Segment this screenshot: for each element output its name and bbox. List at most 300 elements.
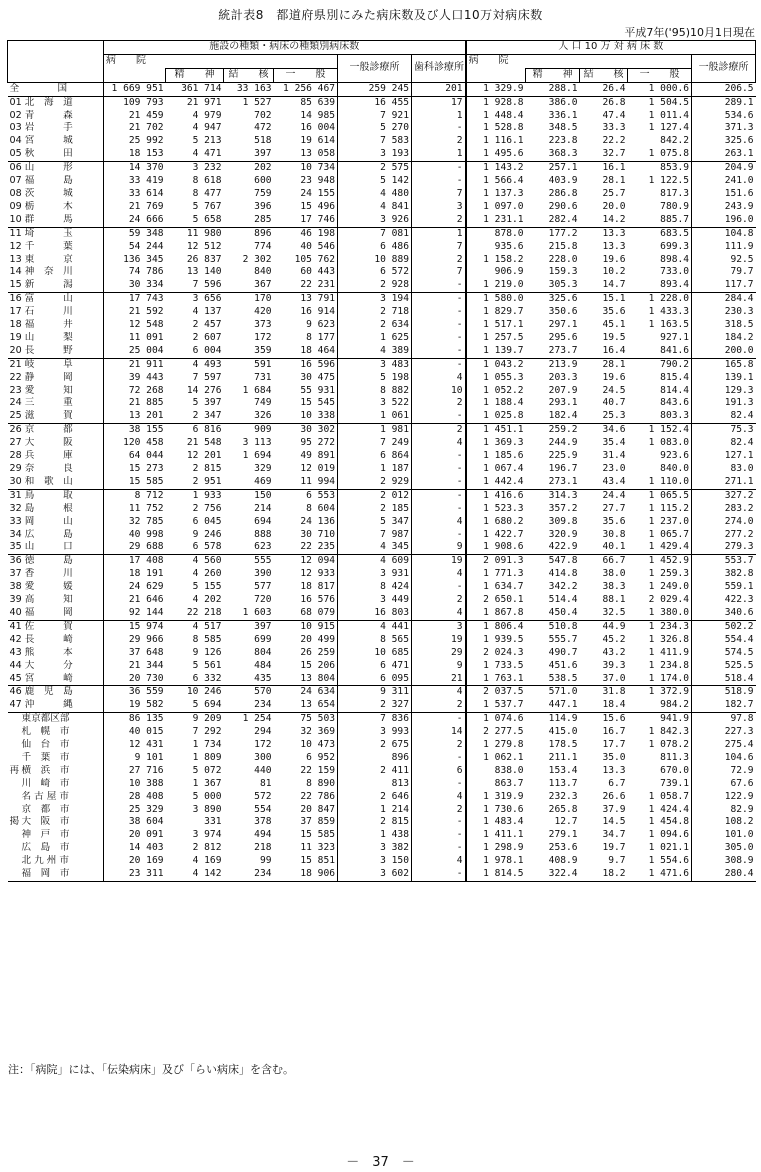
rate-clinic-cell: 104.8 <box>692 227 756 240</box>
rate-clinic-cell: 184.2 <box>692 332 756 345</box>
region-cell: 29 奈 良 <box>9 463 73 474</box>
table-row <box>8 254 756 267</box>
hospital-total-cell: 136 345 <box>104 254 166 267</box>
hospital-total-cell: 10 388 <box>104 778 166 791</box>
rate-tb-cell: 45.2 <box>602 633 626 645</box>
tb-cell: 329 <box>254 463 272 474</box>
rate-general-cell: 1 058.7 <box>648 790 690 802</box>
tb-cell: 397 <box>224 620 274 633</box>
tb-cell: 150 <box>224 489 274 502</box>
general-cell: 16 596 <box>274 358 338 371</box>
region-cell: 10 群 馬 <box>9 213 73 225</box>
dental-cell: - <box>412 778 466 791</box>
tb-cell: 570 <box>224 686 274 699</box>
general-cell: 12 019 <box>300 463 335 474</box>
rate-hospital-cell: 1 025.8 <box>466 410 526 423</box>
rate-clinic-cell: 82.4 <box>692 410 756 423</box>
dental-cell: - <box>412 842 466 855</box>
hospital-total-cell: 28 408 <box>104 791 166 804</box>
tb-cell: 572 <box>254 790 272 802</box>
dental-cell: 2 <box>412 254 466 267</box>
rate-general-cell: 1 504.5 <box>628 96 692 109</box>
rate-tb-cell: 35.0 <box>602 751 626 763</box>
clinic-cell: 2 675 <box>338 739 412 752</box>
psych-cell: 2 756 <box>192 502 222 514</box>
rate-hospital-cell: 1 928.8 <box>466 96 526 109</box>
region-cell: 02 青 森 <box>9 109 73 121</box>
rate-clinic-cell: 502.2 <box>692 620 756 633</box>
rate-hospital-cell: 1 185.6 <box>466 450 526 463</box>
hospital-total-cell: 109 793 <box>104 96 166 109</box>
hospital-header: 病 院 <box>104 54 338 68</box>
dental-cell: 4 <box>412 686 466 699</box>
psych-cell: 4 947 <box>192 122 222 134</box>
dental-cell: - <box>412 868 466 881</box>
psych-cell: 6 045 <box>192 515 222 527</box>
tb-cell: 435 <box>254 672 272 684</box>
hospital-total-cell: 19 582 <box>104 699 166 712</box>
rate-general-cell: 1 372.9 <box>628 686 692 699</box>
table-row <box>8 568 756 581</box>
rate-tb-cell: 35.4 <box>602 437 626 449</box>
rate-general-cell: 1 326.8 <box>648 633 690 645</box>
general-cell: 20 847 <box>300 803 335 815</box>
rate-psych-cell: 408.9 <box>548 855 578 867</box>
general-header: 一 般 <box>274 68 338 82</box>
rate-psych-cell: 177.2 <box>526 227 580 240</box>
hospital-total-cell: 21 769 <box>104 201 166 214</box>
psych-cell: 5 658 <box>192 213 222 225</box>
tb-header: 結 核 <box>224 68 274 82</box>
psych-cell: 6 004 <box>192 344 222 356</box>
rate-clinic-cell: 200.0 <box>692 345 756 358</box>
rate-tb-cell: 26.6 <box>602 790 626 802</box>
rate-general-cell: 927.1 <box>660 331 690 343</box>
rate-clinic-cell: 241.0 <box>692 175 756 188</box>
rate-clinic-cell: 83.0 <box>692 463 756 476</box>
general-cell: 24 634 <box>274 686 338 699</box>
dental-cell: - <box>412 319 466 332</box>
region-cell: 13 東 京 <box>9 253 73 265</box>
table-row <box>8 358 756 371</box>
rate-tb-cell: 28.1 <box>580 358 628 371</box>
rate-psych-cell: 223.8 <box>548 135 578 147</box>
rate-hospital-cell: 1 257.5 <box>466 332 526 345</box>
hospital-total-cell: 11 091 <box>104 332 166 345</box>
table-row <box>8 686 756 699</box>
rate-psych-cell: 282.4 <box>548 213 578 225</box>
general-cell: 23 948 <box>300 175 335 187</box>
rate-clinic-cell: 165.8 <box>692 358 756 371</box>
tb-cell: 373 <box>254 319 272 331</box>
table-row <box>8 397 756 410</box>
rate-clinic-cell: 318.5 <box>692 319 756 332</box>
clinic-cell: 3 602 <box>338 868 412 881</box>
general-cell: 1 256 467 <box>274 82 338 96</box>
hospital-total-cell: 17 408 <box>104 555 166 568</box>
rate-hospital-cell: 1 566.4 <box>466 175 526 188</box>
rate-hospital-cell: 878.0 <box>466 227 526 240</box>
region-cell: 43 熊 本 <box>9 646 73 658</box>
psych-cell: 1 734 <box>192 739 222 751</box>
rate-clinic-cell: 151.6 <box>692 188 756 201</box>
general-cell: 8 604 <box>306 502 335 514</box>
tb-cell: 1 254 <box>224 713 274 726</box>
rate-general-cell: 1 115.2 <box>648 502 690 514</box>
tb-cell: 378 <box>254 816 272 828</box>
psych-cell: 21 548 <box>186 437 222 449</box>
psych-cell: 2 457 <box>192 319 222 331</box>
region-cell: 17 石 川 <box>9 306 73 318</box>
clinic-cell: 7 987 <box>338 529 412 542</box>
rate-clinic-cell: 263.1 <box>692 148 756 161</box>
general-cell: 15 206 <box>300 659 335 671</box>
rate-general-cell: 841.6 <box>660 344 690 356</box>
rate-psych-cell: 257.1 <box>526 162 580 175</box>
region-cell: 16 富 山 <box>8 293 104 306</box>
rate-tb-cell: 10.2 <box>602 266 626 278</box>
region-cell: 34 広 島 <box>9 528 73 540</box>
clinic-cell: 4 480 <box>338 188 412 201</box>
tb-cell: 294 <box>254 726 272 738</box>
region-cell: 福 岡 市 <box>8 868 104 881</box>
rate-hospital-cell: 1 139.7 <box>466 345 526 358</box>
clinic-cell: 4 841 <box>338 201 412 214</box>
rate-clinic-cell: 534.6 <box>692 110 756 123</box>
rate-clinic-cell: 284.4 <box>692 293 756 306</box>
rate-tb-cell: 43.4 <box>602 475 626 487</box>
region-cell: 37 香 川 <box>9 568 73 580</box>
psych-cell: 4 517 <box>166 620 224 633</box>
table-row <box>8 765 756 778</box>
psych-cell: 5 155 <box>192 581 222 593</box>
clinic-cell: 6 471 <box>338 660 412 673</box>
clinic-cell: 3 931 <box>338 568 412 581</box>
rate-general-cell: 1 228.0 <box>628 293 692 306</box>
rate-psych-cell: 514.4 <box>548 594 578 606</box>
rate-psych-cell: 290.6 <box>548 200 578 212</box>
region-cell: 23 愛 知 <box>9 384 73 396</box>
general-cell: 13 791 <box>274 293 338 306</box>
rate-tb-cell: 27.7 <box>602 502 626 514</box>
rate-psych-cell: 196.7 <box>548 463 578 474</box>
rate-clinic-cell: 79.7 <box>692 266 756 279</box>
rate-general-cell: 1 075.8 <box>648 148 690 160</box>
hospital-total-cell: 33 419 <box>104 175 166 188</box>
tb-cell: 840 <box>254 266 272 278</box>
dental-cell: 4 <box>412 607 466 620</box>
general-cell: 68 079 <box>300 606 335 618</box>
rate-psych-cell: 490.7 <box>548 646 578 658</box>
tb-cell: 720 <box>254 594 272 606</box>
tb-cell: 397 <box>254 148 272 160</box>
dental-cell: 9 <box>412 660 466 673</box>
psych-cell: 2 812 <box>192 842 222 854</box>
clinic-cell: 4 389 <box>338 345 412 358</box>
hospital-total-cell: 27 716 <box>104 765 166 778</box>
clinic-cell: 8 424 <box>338 581 412 594</box>
table-row <box>8 634 756 647</box>
clinic-cell: 1 187 <box>338 463 412 476</box>
rate-hospital-total-header <box>466 68 526 82</box>
tb-cell: 172 <box>254 739 272 751</box>
general-cell: 22 159 <box>300 764 335 776</box>
region-cell: 40 福 岡 <box>9 606 73 618</box>
psych-cell: 5 694 <box>192 699 222 711</box>
hospital-total-cell: 18 191 <box>104 568 166 581</box>
rate-tb-cell: 15.6 <box>580 713 628 726</box>
rate-psych-cell: 113.7 <box>548 777 578 789</box>
rate-hospital-cell: 1 733.5 <box>466 660 526 673</box>
psych-cell: 2 607 <box>192 331 222 343</box>
rate-clinic-cell: 82.9 <box>692 804 756 817</box>
tb-cell: 472 <box>254 122 272 134</box>
rate-clinic-cell: 206.5 <box>692 82 756 96</box>
rate-hospital-cell: 838.0 <box>466 765 526 778</box>
rate-general-cell: 803.3 <box>660 410 690 422</box>
rate-clinic-cell: 117.7 <box>692 279 756 292</box>
rate-psych-cell: 403.9 <box>548 175 578 187</box>
dental-cell: 3 <box>412 201 466 214</box>
rate-general-cell: 1 065.5 <box>628 489 692 502</box>
psych-cell: 6 816 <box>166 424 224 437</box>
region-cell: 札 幌 市 <box>21 726 70 738</box>
clinic-cell: 2 185 <box>338 503 412 516</box>
clinic-cell: 8 882 <box>338 385 412 398</box>
general-cell: 12 094 <box>274 555 338 568</box>
general-cell: 75 503 <box>274 713 338 726</box>
rate-general-cell: 670.0 <box>660 764 690 776</box>
rate-tb-cell: 35.6 <box>602 306 626 318</box>
rate-general-cell: 1 249.0 <box>648 581 690 593</box>
region-cell: 広 島 市 <box>21 842 70 854</box>
clinic-cell: 7 836 <box>338 713 412 726</box>
rate-tb-cell: 14.5 <box>602 816 626 828</box>
table-row <box>8 778 756 791</box>
rate-clinic-cell: 518.4 <box>692 673 756 686</box>
psych-cell: 5 767 <box>192 200 222 212</box>
general-cell: 8 177 <box>306 331 335 343</box>
rate-hospital-cell: 1 097.0 <box>466 201 526 214</box>
rate-tb-cell: 19.7 <box>602 842 626 854</box>
dental-cell: 2 <box>412 804 466 817</box>
table-row <box>8 82 756 96</box>
dental-cell: - <box>412 279 466 292</box>
rate-tb-cell: 32.7 <box>602 148 626 160</box>
general-cell: 32 369 <box>300 726 335 738</box>
psych-cell: 5 072 <box>192 764 222 776</box>
clinic-cell: 1 438 <box>338 829 412 842</box>
rate-hospital-cell: 1 580.0 <box>466 293 526 306</box>
region-cell: 31 鳥 取 <box>8 489 104 502</box>
rate-psych-cell: 293.1 <box>548 397 578 409</box>
region-cell <box>8 816 104 829</box>
hospital-total-cell: 59 348 <box>104 227 166 240</box>
table-row <box>8 135 756 148</box>
clinic-cell: 3 483 <box>338 358 412 371</box>
dental-cell: - <box>412 332 466 345</box>
tb-cell: 2 302 <box>242 253 272 265</box>
table-row <box>8 607 756 620</box>
clinic-cell: 3 193 <box>338 148 412 161</box>
tb-cell: 172 <box>254 331 272 343</box>
hospital-total-header <box>104 68 166 82</box>
rate-psych-cell: 309.8 <box>548 515 578 527</box>
clinic-cell: 3 926 <box>338 214 412 227</box>
region-cell: 19 山 梨 <box>9 331 73 343</box>
clinic-cell: 10 685 <box>338 647 412 660</box>
rate-tb-cell: 40.1 <box>602 541 626 553</box>
clinic-cell: 2 815 <box>338 816 412 829</box>
region-cell: 09 栃 木 <box>9 200 73 212</box>
rate-tb-cell: 19.6 <box>602 371 626 383</box>
rate-general-cell: 1 429.4 <box>648 541 690 553</box>
city-side-label: 掲 <box>9 816 20 828</box>
psych-cell: 6 578 <box>192 541 222 553</box>
rate-psych-cell: 244.9 <box>548 437 578 449</box>
hospital-total-cell: 36 559 <box>104 686 166 699</box>
hospital-total-cell: 18 153 <box>104 148 166 161</box>
psych-cell: 7 292 <box>192 726 222 738</box>
general-cell: 55 931 <box>300 384 335 396</box>
rate-hospital-cell: 863.7 <box>466 778 526 791</box>
clinic-cell: 5 270 <box>338 122 412 135</box>
rate-psych-cell: 451.6 <box>548 659 578 671</box>
rate-tb-cell: 22.2 <box>602 135 626 147</box>
clinic-cell: 6 864 <box>338 450 412 463</box>
psych-cell: 9 126 <box>192 646 222 658</box>
dental-cell: - <box>412 345 466 358</box>
region-cell: 42 長 崎 <box>9 633 73 645</box>
rate-general-cell: 1 122.5 <box>648 175 690 187</box>
hospital-total-cell: 54 244 <box>104 241 166 254</box>
rate-general-cell: 1 083.0 <box>648 437 690 449</box>
rate-hospital-cell: 1 137.3 <box>466 188 526 201</box>
hospital-total-cell: 23 311 <box>104 868 166 881</box>
rate-tb-cell: 38.3 <box>602 581 626 593</box>
rate-general-cell: 1 021.1 <box>648 842 690 854</box>
hospital-total-cell: 9 101 <box>104 752 166 765</box>
rate-psych-cell: 273.1 <box>548 475 578 487</box>
table-row <box>8 594 756 607</box>
psych-cell: 2 347 <box>192 410 222 422</box>
rate-hospital-cell: 2 650.1 <box>466 594 526 607</box>
rate-psych-cell: 325.6 <box>526 293 580 306</box>
table-row <box>8 829 756 842</box>
dental-cell: - <box>412 529 466 542</box>
rate-general-cell: 815.4 <box>660 371 690 383</box>
region-cell: 38 愛 媛 <box>9 581 73 593</box>
group-counts-header: 施設の種類・病床の種類別病床数 <box>104 41 466 55</box>
general-cell: 37 859 <box>300 816 335 828</box>
table-row <box>8 279 756 292</box>
dental-cell: - <box>412 752 466 765</box>
rate-hospital-cell: 1 369.3 <box>466 437 526 450</box>
clinic-cell: 1 061 <box>338 410 412 423</box>
rate-general-cell: 814.4 <box>660 384 690 396</box>
rate-hospital-cell: 2 277.5 <box>466 726 526 739</box>
rate-hospital-cell: 1 523.3 <box>466 503 526 516</box>
dental-cell: - <box>412 581 466 594</box>
dental-cell: 3 <box>412 620 466 633</box>
rate-general-cell: 733.0 <box>660 266 690 278</box>
rate-psych-cell: 450.4 <box>548 606 578 618</box>
table-row <box>8 110 756 123</box>
rate-tb-cell: 37.9 <box>602 803 626 815</box>
rate-tb-cell: 32.5 <box>602 606 626 618</box>
rate-general-cell: 843.6 <box>660 397 690 409</box>
rate-clinic-cell: 327.2 <box>692 489 756 502</box>
rate-general-cell: 1 554.6 <box>648 855 690 867</box>
rate-hospital-cell: 1 219.0 <box>466 279 526 292</box>
rate-tb-cell: 19.6 <box>602 253 626 265</box>
rate-general-cell: 1 174.0 <box>648 672 690 684</box>
rate-general-cell: 1 433.3 <box>648 306 690 318</box>
rate-tb-cell: 17.7 <box>602 739 626 751</box>
tb-cell: 214 <box>254 502 272 514</box>
rate-clinic-cell: 101.0 <box>692 829 756 842</box>
rate-tb-cell: 14.7 <box>602 279 626 291</box>
psych-cell: 8 585 <box>192 633 222 645</box>
rate-clinic-cell: 82.4 <box>692 437 756 450</box>
clinic-cell: 2 928 <box>338 279 412 292</box>
rate-hospital-cell: 1 052.2 <box>466 385 526 398</box>
table-row <box>8 647 756 660</box>
clinic-cell: 1 981 <box>338 424 412 437</box>
rate-tb-cell: 9.7 <box>608 855 626 867</box>
tb-cell: 359 <box>254 344 272 356</box>
rate-clinic-cell: 243.9 <box>692 201 756 214</box>
table-body <box>8 82 756 881</box>
rate-clinic-cell: 559.1 <box>692 581 756 594</box>
rate-tb-cell: 26.4 <box>580 82 628 96</box>
rate-hospital-cell: 1 279.8 <box>466 739 526 752</box>
table-row <box>8 293 756 306</box>
general-cell: 13 654 <box>300 699 335 711</box>
tb-cell: 396 <box>254 200 272 212</box>
psych-cell: 3 656 <box>166 293 224 306</box>
psych-cell: 26 837 <box>186 253 222 265</box>
rate-psych-cell: 12.7 <box>554 816 578 828</box>
table-row <box>8 122 756 135</box>
rate-psych-cell: 322.4 <box>526 868 580 881</box>
clinic-cell: 2 929 <box>338 476 412 489</box>
tb-cell: 170 <box>224 293 274 306</box>
general-cell: 9 623 <box>306 319 335 331</box>
psych-cell: 10 246 <box>166 686 224 699</box>
clinic-cell: 813 <box>338 778 412 791</box>
table-row <box>8 739 756 752</box>
tb-cell: 518 <box>254 135 272 147</box>
region-cell: 01 北 海 道 <box>8 96 104 109</box>
rate-general-cell: 1 842.3 <box>648 726 690 738</box>
hospital-total-cell: 92 144 <box>104 607 166 620</box>
hospital-total-cell: 21 911 <box>104 358 166 371</box>
psych-cell: 1 809 <box>192 751 222 763</box>
rate-tb-cell: 43.2 <box>602 646 626 658</box>
table-row <box>8 463 756 476</box>
rate-clinic-cell: 280.4 <box>692 868 756 881</box>
rate-general-cell: 941.9 <box>628 713 692 726</box>
rate-psych-cell: 314.3 <box>526 489 580 502</box>
rate-psych-cell: 297.1 <box>548 319 578 331</box>
dental-cell: 19 <box>412 555 466 568</box>
general-cell: 8 890 <box>306 777 335 789</box>
rate-general-cell: 683.5 <box>628 227 692 240</box>
tb-cell: 234 <box>254 699 272 711</box>
region-cell: 24 三 重 <box>9 397 73 409</box>
hospital-total-cell: 40 015 <box>104 726 166 739</box>
